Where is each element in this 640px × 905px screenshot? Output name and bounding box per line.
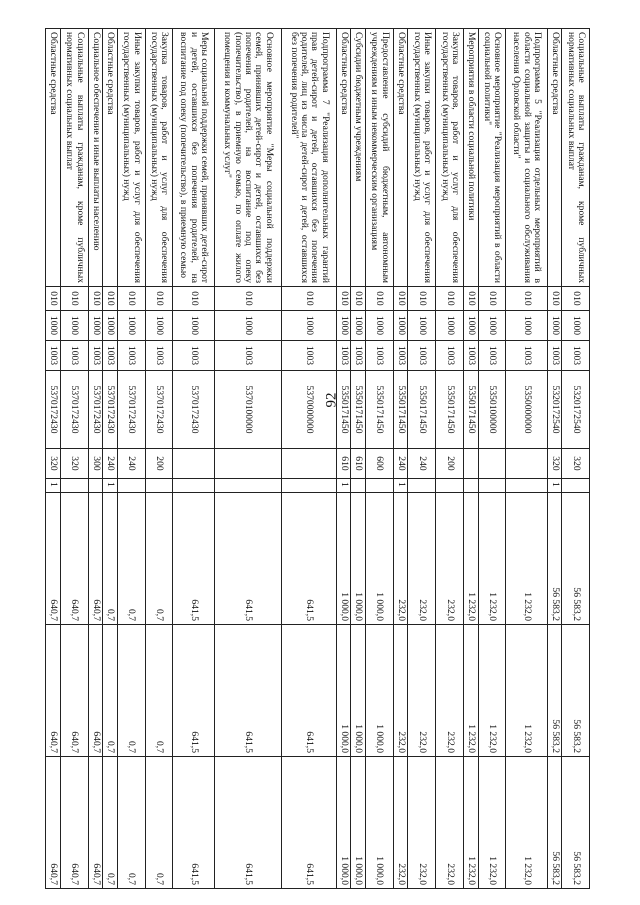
cell-sum2: 1 000,0 [336, 625, 351, 757]
cell-sum2: 641,5 [214, 625, 282, 757]
cell-sum2: 56 583,2 [562, 625, 590, 757]
cell-rz: 1000 [393, 311, 408, 341]
cell-name: Социальные выплаты гражданам, кроме публичных нормативных социальных выплат [562, 29, 590, 287]
cell-csr: 5350171450 [351, 371, 366, 449]
cell-name: Мероприятия в области социальной политики [464, 29, 479, 287]
cell-pr: 1003 [464, 341, 479, 371]
cell-name: Социальное обеспечение и иные выплаты населению [88, 29, 103, 287]
cell-sum1: 1 000,0 [365, 493, 393, 625]
table-row [562, 29, 590, 889]
cell-pr: 1003 [562, 341, 590, 371]
cell-rz: 1000 [214, 311, 282, 341]
table-row [214, 29, 282, 889]
cell-pr: 1003 [436, 341, 464, 371]
cell-name: Подпрограмма 7 "Реализация дополнительных гарантий прав детей-сирот и детей, оставшихся без попечения родителей, лиц из числа детей-сирот и детей, оставшихся без попечения родителей" [282, 29, 336, 287]
cell-csr: 5370100000 [214, 371, 282, 449]
cell-pr: 1003 [478, 341, 506, 371]
cell-vr: 240 [408, 449, 436, 479]
cell-ved: 010 [547, 287, 562, 311]
cell-rz: 1000 [408, 311, 436, 341]
cell-extra [145, 479, 173, 493]
cell-vr: 240 [117, 449, 145, 479]
cell-pr: 1003 [506, 341, 547, 371]
cell-sum2: 640,7 [46, 625, 61, 757]
cell-ved: 010 [408, 287, 436, 311]
cell-pr: 1003 [117, 341, 145, 371]
cell-csr: 5350171450 [393, 371, 408, 449]
cell-ved: 010 [436, 287, 464, 311]
cell-rz: 1000 [436, 311, 464, 341]
cell-csr: 5350171450 [365, 371, 393, 449]
cell-sum3: 1 000,0 [365, 757, 393, 889]
cell-extra [282, 479, 336, 493]
cell-csr: 5370172430 [60, 371, 88, 449]
cell-csr: 5350100000 [478, 371, 506, 449]
cell-sum3: 0,7 [145, 757, 173, 889]
cell-sum3: 641,5 [173, 757, 214, 889]
cell-rz: 1000 [506, 311, 547, 341]
cell-vr [173, 449, 214, 479]
cell-sum3: 1 000,0 [336, 757, 351, 889]
cell-name: Областные средства [336, 29, 351, 287]
cell-ved: 010 [60, 287, 88, 311]
cell-vr: 240 [393, 449, 408, 479]
cell-csr: 5370172430 [88, 371, 103, 449]
cell-ved: 010 [506, 287, 547, 311]
cell-rz: 1000 [336, 311, 351, 341]
cell-csr: 5370172430 [46, 371, 61, 449]
table-row [506, 29, 547, 889]
cell-sum3: 641,5 [282, 757, 336, 889]
cell-rz: 1000 [351, 311, 366, 341]
cell-name: Иные закупки товаров, работ и услуг для обеспечения государственных (муниципальных) нужд [408, 29, 436, 287]
cell-extra [436, 479, 464, 493]
table-row [46, 29, 61, 889]
cell-ved: 010 [478, 287, 506, 311]
cell-csr: 5370172430 [173, 371, 214, 449]
cell-pr: 1003 [214, 341, 282, 371]
cell-sum3: 1 000,0 [351, 757, 366, 889]
table-row [145, 29, 173, 889]
cell-sum1: 56 583,2 [562, 493, 590, 625]
table-row [547, 29, 562, 889]
cell-pr: 1003 [88, 341, 103, 371]
cell-name: Областные средства [393, 29, 408, 287]
cell-sum3: 56 583,2 [562, 757, 590, 889]
cell-vr: 240 [103, 449, 118, 479]
cell-name: Основное мероприятие "Реализация мероприятий в области социальной политики" [478, 29, 506, 287]
cell-ved: 010 [103, 287, 118, 311]
cell-ved: 010 [173, 287, 214, 311]
cell-extra: 1 [46, 479, 61, 493]
cell-extra [88, 479, 103, 493]
cell-sum1: 640,7 [46, 493, 61, 625]
cell-rz: 1000 [464, 311, 479, 341]
cell-sum3: 232,0 [393, 757, 408, 889]
cell-sum1: 1 232,0 [464, 493, 479, 625]
cell-pr: 1003 [351, 341, 366, 371]
cell-csr: 5370172430 [145, 371, 173, 449]
cell-ved: 010 [145, 287, 173, 311]
cell-extra [351, 479, 366, 493]
cell-sum3: 0,7 [117, 757, 145, 889]
cell-pr: 1003 [365, 341, 393, 371]
cell-ved: 010 [214, 287, 282, 311]
cell-rz: 1000 [46, 311, 61, 341]
cell-sum1: 640,7 [88, 493, 103, 625]
cell-rz: 1000 [60, 311, 88, 341]
cell-sum1: 641,5 [173, 493, 214, 625]
cell-pr: 1003 [393, 341, 408, 371]
cell-name: Областные средства [547, 29, 562, 287]
cell-pr: 1003 [60, 341, 88, 371]
table-row [436, 29, 464, 889]
cell-rz: 1000 [117, 311, 145, 341]
cell-pr: 1003 [46, 341, 61, 371]
cell-rz: 1000 [365, 311, 393, 341]
cell-extra [214, 479, 282, 493]
budget-table-rotated [45, 28, 590, 888]
cell-rz: 1000 [547, 311, 562, 341]
cell-sum1: 0,7 [145, 493, 173, 625]
cell-pr: 1003 [103, 341, 118, 371]
cell-sum3: 0,7 [103, 757, 118, 889]
cell-vr: 320 [60, 449, 88, 479]
cell-sum2: 640,7 [88, 625, 103, 757]
cell-csr: 5320172540 [562, 371, 590, 449]
cell-extra [117, 479, 145, 493]
cell-csr: 5350171450 [408, 371, 436, 449]
cell-pr: 1003 [408, 341, 436, 371]
cell-sum2: 1 000,0 [351, 625, 366, 757]
cell-sum1: 1 000,0 [351, 493, 366, 625]
cell-csr: 5350171450 [436, 371, 464, 449]
cell-vr [478, 449, 506, 479]
cell-ved: 010 [562, 287, 590, 311]
cell-sum1: 0,7 [117, 493, 145, 625]
cell-vr: 320 [562, 449, 590, 479]
table-row [408, 29, 436, 889]
cell-sum1: 641,5 [282, 493, 336, 625]
table-row [464, 29, 479, 889]
cell-name: Субсидии бюджетным учреждениям [351, 29, 366, 287]
cell-csr: 5370172430 [117, 371, 145, 449]
cell-sum1: 232,0 [408, 493, 436, 625]
cell-csr: 5370172430 [103, 371, 118, 449]
cell-ved: 010 [46, 287, 61, 311]
cell-sum2: 232,0 [393, 625, 408, 757]
cell-sum2: 1 232,0 [464, 625, 479, 757]
cell-ved: 010 [393, 287, 408, 311]
cell-vr: 200 [145, 449, 173, 479]
cell-extra [60, 479, 88, 493]
cell-sum2: 0,7 [117, 625, 145, 757]
cell-sum2: 56 583,2 [547, 625, 562, 757]
cell-name: Иные закупки товаров, работ и услуг для обеспечения государственных (муниципальных) нужд [117, 29, 145, 287]
cell-sum2: 232,0 [408, 625, 436, 757]
cell-vr: 320 [46, 449, 61, 479]
cell-sum2: 640,7 [60, 625, 88, 757]
cell-extra [478, 479, 506, 493]
cell-vr [464, 449, 479, 479]
cell-extra: 1 [547, 479, 562, 493]
cell-sum2: 232,0 [436, 625, 464, 757]
cell-sum1: 1 000,0 [336, 493, 351, 625]
cell-sum2: 0,7 [145, 625, 173, 757]
page-number: 92 [323, 392, 340, 408]
cell-extra [562, 479, 590, 493]
cell-extra [173, 479, 214, 493]
cell-name: Предоставление субсидий бюджетным, автономным учреждениям и иным некоммерческим организациям [365, 29, 393, 287]
cell-vr: 610 [351, 449, 366, 479]
cell-sum3: 640,7 [88, 757, 103, 889]
cell-sum3: 232,0 [436, 757, 464, 889]
cell-extra: 1 [336, 479, 351, 493]
cell-vr [506, 449, 547, 479]
cell-sum3: 641,5 [214, 757, 282, 889]
cell-vr [282, 449, 336, 479]
table-body [46, 29, 590, 889]
cell-sum2: 641,5 [173, 625, 214, 757]
cell-extra: 1 [393, 479, 408, 493]
cell-sum1: 0,7 [103, 493, 118, 625]
cell-pr: 1003 [336, 341, 351, 371]
cell-sum1: 232,0 [436, 493, 464, 625]
cell-ved: 010 [365, 287, 393, 311]
cell-csr: 5350171450 [336, 371, 351, 449]
cell-name: Социальные выплаты гражданам, кроме публичных нормативных социальных выплат [60, 29, 88, 287]
cell-sum2: 641,5 [282, 625, 336, 757]
cell-rz: 1000 [173, 311, 214, 341]
cell-sum3: 232,0 [408, 757, 436, 889]
cell-vr: 320 [547, 449, 562, 479]
cell-name: Подпрограмма 5 "Реализация отдельных мероприятий в области социальной защиты и социального обслуживания населения Орловской области" [506, 29, 547, 287]
cell-vr: 300 [88, 449, 103, 479]
cell-sum2: 1 232,0 [506, 625, 547, 757]
cell-name: Закупка товаров, работ и услуг для обеспечения государственных (муниципальных) нужд [145, 29, 173, 287]
table-row [365, 29, 393, 889]
cell-rz: 1000 [562, 311, 590, 341]
table-row [336, 29, 351, 889]
cell-extra [365, 479, 393, 493]
cell-csr: 5320172540 [547, 371, 562, 449]
cell-sum3: 1 232,0 [464, 757, 479, 889]
cell-ved: 010 [464, 287, 479, 311]
cell-sum1: 641,5 [214, 493, 282, 625]
cell-ved: 010 [88, 287, 103, 311]
cell-sum2: 0,7 [103, 625, 118, 757]
cell-pr: 1003 [145, 341, 173, 371]
cell-ved: 010 [336, 287, 351, 311]
table-row [478, 29, 506, 889]
cell-pr: 1003 [282, 341, 336, 371]
cell-rz: 1000 [88, 311, 103, 341]
cell-ved: 010 [351, 287, 366, 311]
cell-sum2: 1 232,0 [478, 625, 506, 757]
cell-name: Меры социальной поддержки семей, принявших детей-сирот и детей, оставшихся без попечения родителей, на воспитание под опеку (попечительство), в приемную семью [173, 29, 214, 287]
cell-extra [506, 479, 547, 493]
cell-sum2: 1 000,0 [365, 625, 393, 757]
cell-sum3: 640,7 [60, 757, 88, 889]
budget-table [45, 28, 590, 889]
cell-extra [408, 479, 436, 493]
cell-rz: 1000 [103, 311, 118, 341]
cell-sum1: 1 232,0 [478, 493, 506, 625]
cell-sum3: 1 232,0 [506, 757, 547, 889]
table-row [393, 29, 408, 889]
table-row [351, 29, 366, 889]
cell-vr: 610 [336, 449, 351, 479]
cell-sum3: 56 583,2 [547, 757, 562, 889]
cell-sum1: 640,7 [60, 493, 88, 625]
table-row [60, 29, 88, 889]
cell-ved: 010 [282, 287, 336, 311]
cell-csr: 5370000000 [282, 371, 336, 449]
cell-extra [464, 479, 479, 493]
cell-pr: 1003 [173, 341, 214, 371]
table-row [173, 29, 214, 889]
cell-pr: 1003 [547, 341, 562, 371]
cell-ved: 010 [117, 287, 145, 311]
table-row [117, 29, 145, 889]
cell-vr [214, 449, 282, 479]
cell-rz: 1000 [478, 311, 506, 341]
cell-extra: 1 [103, 479, 118, 493]
cell-rz: 1000 [282, 311, 336, 341]
cell-sum3: 1 232,0 [478, 757, 506, 889]
cell-sum1: 1 232,0 [506, 493, 547, 625]
cell-vr: 600 [365, 449, 393, 479]
cell-sum1: 232,0 [393, 493, 408, 625]
cell-name: Основное мероприятие "Меры социальной поддержки семей, принявших детей-сирот и детей, оставшихся без попечения родителей, на воспитание под опеку (попечительство), в приемную семью, по оплате жилого помещения и коммунальных услуг" [214, 29, 282, 287]
cell-csr: 5350171450 [464, 371, 479, 449]
cell-name: Областные средства [46, 29, 61, 287]
cell-rz: 1000 [145, 311, 173, 341]
cell-name: Закупка товаров, работ и услуг для обеспечения государственных (муниципальных) нужд [436, 29, 464, 287]
table-row [282, 29, 336, 889]
cell-sum1: 56 583,2 [547, 493, 562, 625]
table-row [103, 29, 118, 889]
cell-csr: 5350000000 [506, 371, 547, 449]
cell-sum3: 640,7 [46, 757, 61, 889]
cell-vr: 200 [436, 449, 464, 479]
cell-name: Областные средства [103, 29, 118, 287]
table-row [88, 29, 103, 889]
